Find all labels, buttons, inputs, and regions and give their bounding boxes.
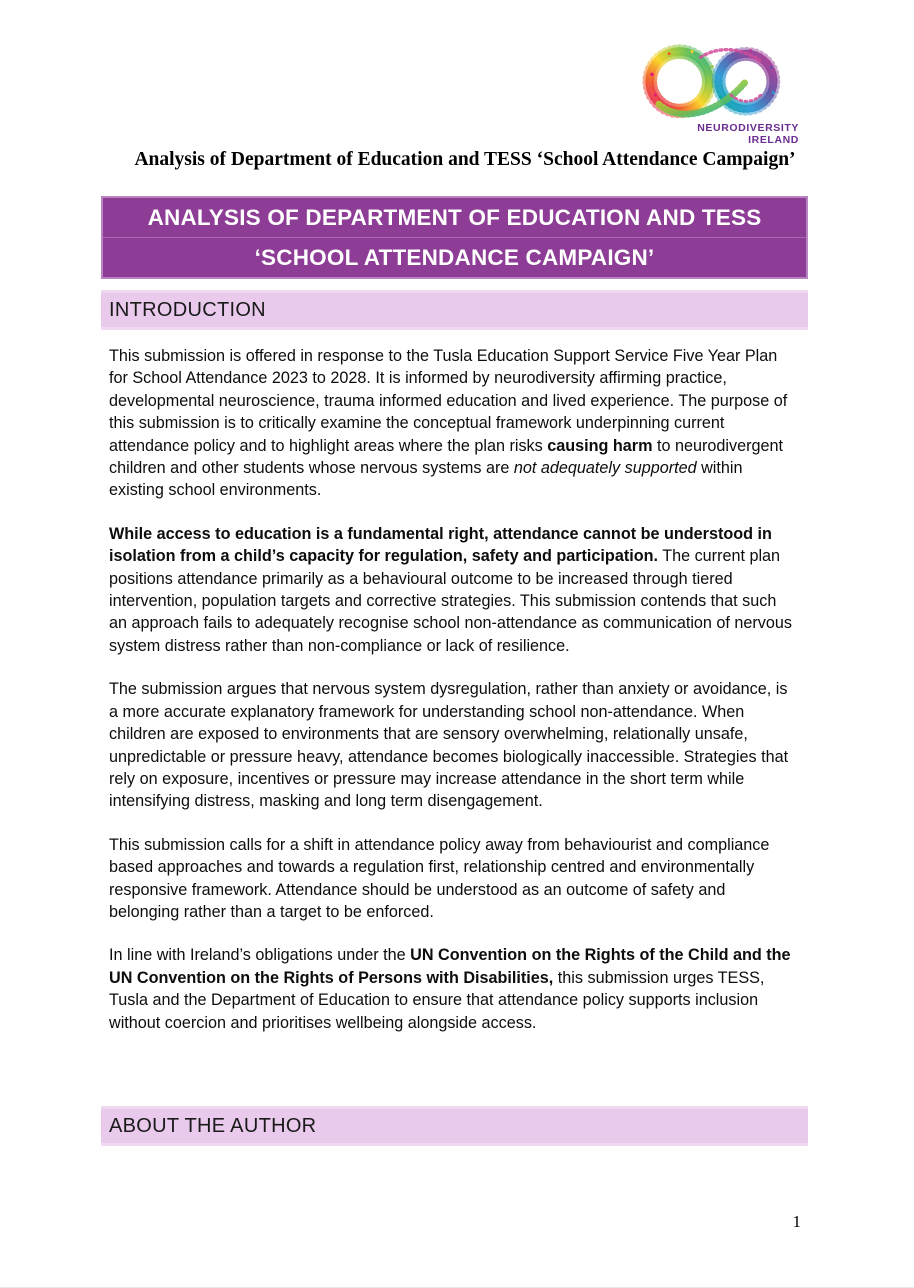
text-run: This submission is offered in response to the Tusla Education Support Service Five Year Plan for School Attendance 2023 to 2028. It is informed by neurodiversity affirming practice, developmental neuroscience, trauma informed education and lived experience. The purpose of this submission is to critically examine the conceptual framework underpinning current attendance policy and to highlight areas where the plan risks (109, 347, 788, 455)
paragraph (109, 944, 797, 1034)
text-run: not adequately supported (513, 459, 697, 478)
section-heading-introduction (101, 290, 808, 330)
page-number: 1 (792, 1212, 801, 1231)
text-run: UN Convention on the Rights of the Child and the UN Convention on the Rights of Persons with Disabilities, (109, 946, 791, 987)
text-run: causing harm (547, 436, 653, 455)
section-heading-introduction-label: INTRODUCTION (109, 299, 266, 321)
section-heading-about-the-author (101, 1106, 808, 1146)
text-run: within existing school environments. (109, 459, 743, 500)
text-run: this submission urges TESS, Tusla and the Department of Education to ensure that attendance policy supports inclusion without coercion and prioritises wellbeing alongside access. (109, 968, 765, 1032)
logo-wordmark-line1: NEURODIVERSITY (697, 122, 799, 134)
paragraph (109, 345, 797, 502)
title-banner-line-1: ANALYSIS OF DEPARTMENT OF EDUCATION AND TESS (103, 198, 806, 238)
text-run: In line with Ireland’s obligations under the (109, 946, 411, 965)
section-heading-about-the-author-label: ABOUT THE AUTHOR (109, 1115, 317, 1137)
infinity-icon (629, 40, 801, 126)
paragraph (109, 834, 797, 924)
text-run: While access to education is a fundamental right, attendance cannot be understood in isolation from a child’s capacity for regulation, safety and participation. (109, 524, 772, 566)
introduction-body (109, 345, 797, 1034)
logo-wordmark-line2: IRELAND (748, 133, 799, 146)
logo-wordmark (697, 123, 799, 146)
text-run: The current plan positions attendance primarily as a behavioural outcome to be increased through tiered intervention, population targets and corrective strategies. This submission contends that such an approach fails to adequately recognise school non-attendance as communication of nervous system distress rather than non-compliance or lack of resilience. (109, 547, 793, 655)
text-run: to neurodivergent children and other students whose nervous systems are (109, 436, 783, 478)
neurodiversity-ireland-logo (629, 40, 801, 148)
paragraph (109, 678, 797, 812)
title-banner-line-2: ‘SCHOOL ATTENDANCE CAMPAIGN’ (254, 245, 655, 270)
text-run: This submission calls for a shift in attendance policy away from behaviourist and compliance based approaches and towards a regulation first, relationship centred and environmentally responsive framework. Attendance should be understood as an outcome of safety and belonging rather than a target to be enforced. (109, 835, 770, 921)
title-banner (101, 196, 808, 279)
document-title: Analysis of Department of Education and TESS ‘School Attendance Campaign’ (134, 149, 796, 170)
text-run: The submission argues that nervous system dysregulation, rather than anxiety or avoidance, is a more accurate explanatory framework for understanding school non-attendance. When children are exposed to environments that are sensory overwhelming, relationally unsafe, unpredictable or pressure heavy, attendance becomes biologically inaccessible. Strategies that rely on exposure, incentives or pressure may increase attendance in the short term while intensifying distress, masking and long term disengagement. (109, 680, 789, 811)
paragraph (109, 523, 797, 657)
